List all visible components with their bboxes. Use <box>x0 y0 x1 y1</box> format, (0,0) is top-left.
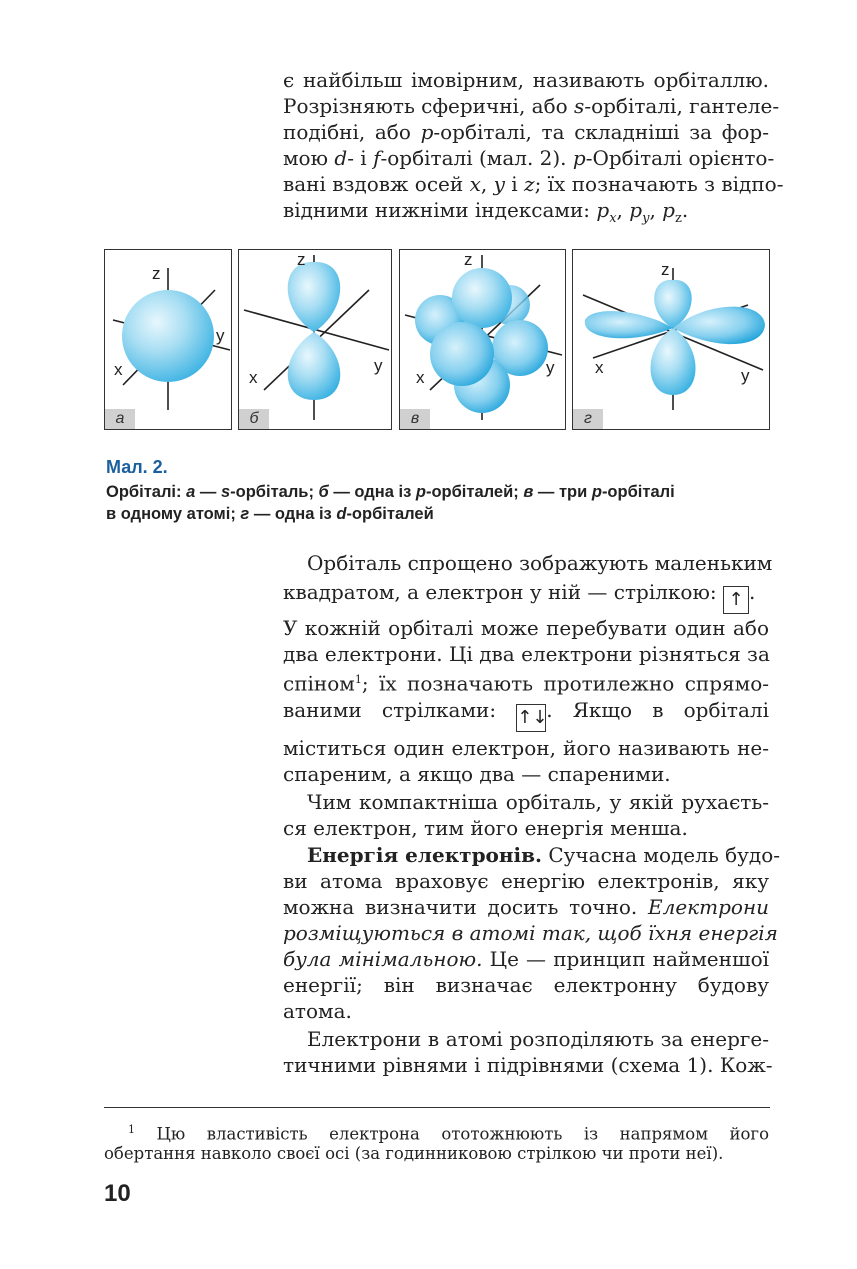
text-line: Електрони в атомі розподіляють за енерге- <box>307 1027 769 1051</box>
panel-label: г <box>573 409 603 429</box>
panel-label: б <box>239 409 269 429</box>
text-line: була мінімальною. Це — принцип найменшої <box>283 947 770 971</box>
text-line: Розрізняють сферичні, або s-орбіталі, гантеле- <box>283 94 780 118</box>
p-orbital-diagram <box>239 250 393 431</box>
d-orbital-diagram <box>573 250 771 431</box>
text-line: можна визначити досить точно. Електрони <box>283 895 769 919</box>
axis-label-x: x <box>416 368 425 387</box>
figure-panel-s-orbital <box>104 249 232 430</box>
axis-label-x: x <box>595 358 604 377</box>
s-orbital-diagram <box>105 250 233 431</box>
axis-label-y: y <box>741 366 750 385</box>
text-line: мою d- і f-орбіталі (мал. 2). p-Орбіталі орієнто- <box>283 146 775 170</box>
text-line: атома. <box>283 999 352 1023</box>
figure-caption-line: в одному атомі; г — одна із d-орбіталей <box>106 505 434 523</box>
panel-label: в <box>400 409 430 429</box>
text-line: міститься один електрон, його називають не- <box>283 736 769 760</box>
orbital-box-pair: ↑↓ <box>516 704 546 732</box>
page-number: 10 <box>104 1180 131 1207</box>
axis-label-z: z <box>661 260 670 279</box>
text-line: розміщуються в атомі так, щоб їхня енергія <box>283 921 778 945</box>
text-line: квадратом, а електрон у ній — стрілкою: ↑ . <box>283 579 755 614</box>
axis-label-z: z <box>297 250 306 269</box>
footnote-line: обертання навколо своєї осі (за годинниковою стрілкою чи проти неї). <box>104 1144 724 1163</box>
text-line: два електрони. Ці два електрони різняться за <box>283 642 770 666</box>
figure-panel-d-orbital <box>572 249 770 430</box>
axis-label-x: x <box>249 368 258 387</box>
text-line: спіном$^1$; їх позначають протилежно спрямо- <box>283 671 769 696</box>
text-line: енергії; він визначає електронну будову <box>283 973 769 997</box>
axis-label-y: y <box>216 326 225 345</box>
text-line: вані вздовж осей x, y і z; їх позначають з відпо- <box>283 172 784 196</box>
text-line: є найбільш імовірним, називають орбіталлю. <box>283 68 769 92</box>
text-line: ваними стрілками: ↑↓. Якщо в орбіталі <box>283 697 769 732</box>
text-line: Орбіталь спрощено зображують маленьким <box>307 551 773 575</box>
footnote-divider <box>104 1107 770 1108</box>
figure-caption-line: Орбіталі: а — s-орбіталь; б — одна із p-орбіталей; в — три p-орбіталі <box>106 483 675 501</box>
axis-label-y: y <box>546 358 555 377</box>
text-line: ви атома враховує енергію електронів, яку <box>283 869 769 893</box>
orbital-box-single: ↑ <box>723 586 749 614</box>
text-line: У кожній орбіталі може перебувати один або <box>283 616 769 640</box>
text-line: Енергія електронів. Сучасна модель будо- <box>307 843 781 867</box>
footnote-line: $^1$ Цю властивість електрона ототожнюють із напрямом його <box>128 1123 770 1144</box>
figure-panel-three-p-orbitals <box>399 249 566 430</box>
axis-label-y: y <box>374 356 383 375</box>
text-line: ся електрон, тим його енергія менша. <box>283 816 688 840</box>
text-line: відними нижніми індексами: $p_x$, $p_y$, $p_z$. <box>283 198 689 226</box>
axis-label-z: z <box>464 250 473 269</box>
text-line: подібні, або p-орбіталі, та складніші за фор- <box>283 120 769 144</box>
axis-label-x: x <box>114 360 123 379</box>
figure-panel-p-orbital <box>238 249 392 430</box>
text-line: Чим компактніша орбіталь, у якій рухаєть- <box>307 790 769 814</box>
text-line: тичними рівнями і підрівнями (схема 1). Кож- <box>283 1053 773 1077</box>
three-p-orbitals-diagram <box>400 250 567 431</box>
text-line: спареним, а якщо два — спареними. <box>283 762 671 786</box>
panel-label: а <box>105 409 135 429</box>
figure-caption-title: Мал. 2. <box>106 457 168 477</box>
axis-label-z: z <box>152 264 161 283</box>
